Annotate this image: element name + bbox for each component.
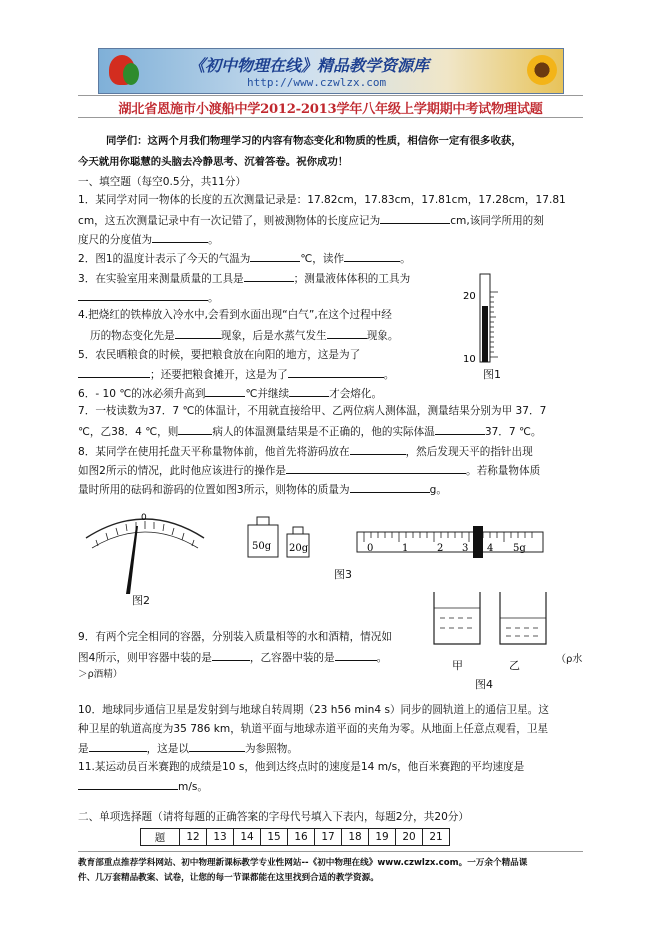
- rider-scale-figure: [356, 526, 546, 560]
- logo-leaf-icon: [123, 63, 139, 85]
- q1-text-c2: 。: [208, 234, 219, 246]
- container-label-jia: 甲: [452, 659, 463, 672]
- q4-line-b: [90, 327, 600, 344]
- containers-figure: [428, 588, 558, 648]
- footer-divider: [78, 851, 583, 852]
- q8-text-b1: 如图2所示的情况，此时他应该进行的操作是: [78, 465, 287, 477]
- container-label-yi: 乙: [509, 659, 520, 672]
- q1-text-c1: 度尺的分度值为: [78, 234, 153, 246]
- sunflower-icon: [527, 55, 557, 85]
- q1-line-a: 1．某同学对同一物体的长度的五次测量记录是：17.82cm，17.83cm，17.81cm，17.28cm，17.81: [78, 194, 566, 206]
- answer-cell-20[interactable]: 20: [396, 829, 423, 846]
- q5-text-b2: 。: [383, 369, 395, 381]
- q9-blank-2[interactable]: [335, 649, 377, 661]
- q3-text-b: ；测量液体体积的工具为: [293, 273, 411, 285]
- intro-line-1: 同学们：这两个月我们物理学习的内容有物态变化和物质的性质，相信你一定有很多收获，: [106, 135, 522, 147]
- q4-text-b3: 现象。: [366, 330, 399, 342]
- q2-blank-temp[interactable]: [250, 250, 300, 262]
- q10-line-c: [78, 740, 588, 757]
- weights-figure: [242, 515, 342, 561]
- q8-text-b2: 。若称量物体质: [466, 465, 541, 477]
- q10-blank-1[interactable]: [89, 740, 147, 752]
- q9-text-b1: 图4所示，则甲容器中装的是: [78, 652, 212, 664]
- q2-line: [78, 250, 588, 267]
- q6-blank-1[interactable]: [205, 385, 245, 397]
- title-divider: [78, 117, 583, 118]
- q7-text-b1: ℃，乙38．4 ℃，则: [78, 426, 179, 438]
- q1-blank-length[interactable]: [380, 212, 450, 224]
- answer-cell-13[interactable]: 13: [207, 829, 234, 846]
- q6-blank-2[interactable]: [289, 385, 329, 397]
- q11-line-b: [78, 778, 588, 795]
- q4-text-b2: 现象，后是水蒸气发生: [220, 330, 327, 342]
- q9-density-note-a: （ρ水: [556, 654, 583, 665]
- q6-text-c: 才会熔化。: [329, 388, 383, 400]
- rider-slider: [473, 526, 483, 558]
- q11-line-a: 11.某运动员百米赛跑的成绩是10 s，他到达终点时的速度是14 m/s，他百米赛跑的平均速度是: [78, 761, 525, 773]
- answer-cell-17[interactable]: 17: [315, 829, 342, 846]
- answer-cell-18[interactable]: 18: [342, 829, 369, 846]
- q4-blank-1[interactable]: [175, 327, 221, 339]
- q6-line: [78, 385, 588, 402]
- page-title: 湖北省恩施市小渡船中学2012-2013学年八年级上学期期中考试物理试题: [118, 102, 543, 117]
- q4-line-a: 4.把烧红的铁棒放入冷水中,会看到水面出现“白气”,在这个过程中经: [78, 309, 392, 321]
- ruler-tick-3: 3: [462, 543, 469, 554]
- q7-line-b: [78, 423, 588, 440]
- q3-blank-mass-tool[interactable]: [244, 270, 294, 282]
- ruler-tick-0: 0: [367, 543, 374, 554]
- q9-line-b: [78, 649, 458, 666]
- q9-line-a: 9．有两个完全相同的容器，分别装入质量相等的水和酒精，情况如: [78, 631, 392, 643]
- weight-20g-label: 20g: [289, 543, 309, 554]
- header-banner: [98, 48, 564, 94]
- weight-50g-label: 50g: [252, 541, 272, 552]
- therm-label-bottom: 10: [463, 354, 476, 365]
- q4-blank-2[interactable]: [327, 327, 367, 339]
- dial-zero-label: 0: [141, 513, 147, 523]
- q10-text-c3: 为参照物。: [244, 743, 298, 755]
- q8-text-c1: 量时所用的砝码和游码的位置如图3所示，则物体的质量为: [78, 484, 350, 496]
- q6-text-b: ℃并继续: [245, 388, 290, 400]
- q7-text-b2: 病人的体温测量结果是不正确的，他的实际体温: [212, 426, 435, 438]
- q3-text-c: 。: [208, 292, 219, 304]
- answer-cell-19[interactable]: 19: [369, 829, 396, 846]
- q10-blank-2[interactable]: [189, 740, 245, 752]
- q10-line-a: 10．地球同步通信卫星是发射到与地球自转周期（23 h56 min4 s）同步的圆轨道上的通信卫星。这: [78, 704, 549, 716]
- q8-text-c2: g。: [429, 484, 447, 496]
- q1-text-b1: cm，这五次测量记录中有一次记错了，则被测物体的长度应记为: [78, 215, 381, 227]
- intro-line-2: 今天就用你聪慧的头脑去冷静思考、沉着答卷。祝你成功！: [78, 156, 349, 168]
- q11-blank[interactable]: [78, 778, 178, 790]
- fig2-caption: 图2: [132, 594, 150, 607]
- q2-text-a: 2．图1的温度计表示了今天的气温为: [78, 253, 251, 265]
- q8-blank-2[interactable]: [286, 462, 466, 474]
- ruler-tick-5: 5g: [513, 543, 526, 554]
- answer-cell-12[interactable]: 12: [180, 829, 207, 846]
- q9-density-note-b: ＞ρ酒精）: [78, 669, 123, 680]
- q9-blank-1[interactable]: [212, 649, 250, 661]
- answer-cell-14[interactable]: 14: [234, 829, 261, 846]
- answer-table: [140, 828, 450, 846]
- q9-text-b3: 。: [376, 652, 388, 664]
- q10-line-b: 种卫星的轨道高度为35 786 km，轨道平面与地球赤道平面的夹角为零。从地面上任意点观看，卫星: [78, 723, 549, 735]
- q3-text-a: 3．在实验室用来测量质量的工具是: [78, 273, 244, 285]
- fig1-caption: 图1: [483, 368, 501, 381]
- q8-line-a: [78, 443, 588, 460]
- q5-blank-2[interactable]: [288, 366, 384, 378]
- q1-line-b: [78, 212, 588, 229]
- q7-blank-2[interactable]: [435, 423, 485, 435]
- q4-text-b1: 历的物态变化先是: [90, 330, 175, 342]
- q7-blank-1[interactable]: [178, 423, 212, 435]
- fig3-caption: 图3: [334, 568, 352, 581]
- answer-cell-21[interactable]: 21: [423, 829, 450, 846]
- q8-text-a1: 8．某同学在使用托盘天平称量物体前，他首先将游码放在: [78, 446, 350, 458]
- ruler-tick-1: 1: [402, 543, 409, 554]
- banner-title: 《初中物理在线》精品教学资源库: [189, 56, 430, 75]
- q6-text-a: 6．- 10 ℃的冰必须升高到: [78, 388, 206, 400]
- q5-line-a: 5．农民晒粮食的时候，要把粮食放在向阳的地方，这是为了: [78, 349, 361, 361]
- q10-text-c1: 是: [78, 743, 89, 755]
- q9-text-b2: ，乙容器中装的是: [249, 652, 335, 664]
- q11-text-b: m/s。: [178, 781, 209, 793]
- footer-line-1: 教育部重点推荐学科网站、初中物理新课标教学专业性网站--《初中物理在线》www.czwlzx.com。一万余个精品课: [78, 858, 528, 868]
- q8-line-c: [78, 481, 588, 498]
- ruler-tick-2: 2: [437, 543, 444, 554]
- banner-url: http://www.czwlzx.com: [247, 76, 387, 89]
- q8-blank-1[interactable]: [350, 443, 406, 455]
- ruler-tick-4: 4: [487, 543, 494, 554]
- balance-dial-figure: [80, 500, 210, 600]
- answer-table-row: [141, 829, 450, 846]
- q5-text-b1: ；还要把粮食摊开，这是为了: [150, 369, 288, 381]
- footer-line-2: 件、几万套精品教案、试卷，让您的每一节课都能在这里找到合适的教学资源。: [78, 873, 379, 883]
- section1-heading: 一、填空题（每空0.5分，共11分）: [78, 176, 247, 188]
- section2-heading: 二、单项选择题（请将每题的正确答案的字母代号填入下表内，每题2分，共20分）: [78, 811, 469, 823]
- fig4-caption: 图4: [475, 678, 493, 691]
- q8-line-b: [78, 462, 588, 479]
- answer-table-header: 题: [141, 829, 180, 846]
- q8-blank-3[interactable]: [350, 481, 430, 493]
- q8-text-a2: ，然后发现天平的指针出现: [405, 446, 533, 458]
- q10-text-c2: ，这是以: [146, 743, 189, 755]
- answer-cell-16[interactable]: 16: [288, 829, 315, 846]
- header-divider: [78, 95, 583, 96]
- q1-line-c: [78, 231, 588, 248]
- q3-blank-volume-tool[interactable]: [78, 289, 208, 301]
- q2-text-b: ℃，读作: [300, 253, 345, 265]
- q2-text-c: 。: [400, 253, 411, 265]
- answer-cell-15[interactable]: 15: [261, 829, 288, 846]
- therm-label-top: 20: [463, 291, 476, 302]
- q5-blank-1[interactable]: [78, 366, 150, 378]
- q7-text-b3: 37．7 ℃。: [484, 426, 542, 438]
- q1-blank-division[interactable]: [152, 231, 208, 243]
- q2-blank-read[interactable]: [344, 250, 400, 262]
- q7-line-a: 7．一枝读数为37．7 ℃的体温计，不用就直接给甲、乙两位病人测体温，测量结果分别为甲 37．7: [78, 405, 547, 417]
- q1-text-b2: cm,该同学所用的刻: [450, 215, 544, 227]
